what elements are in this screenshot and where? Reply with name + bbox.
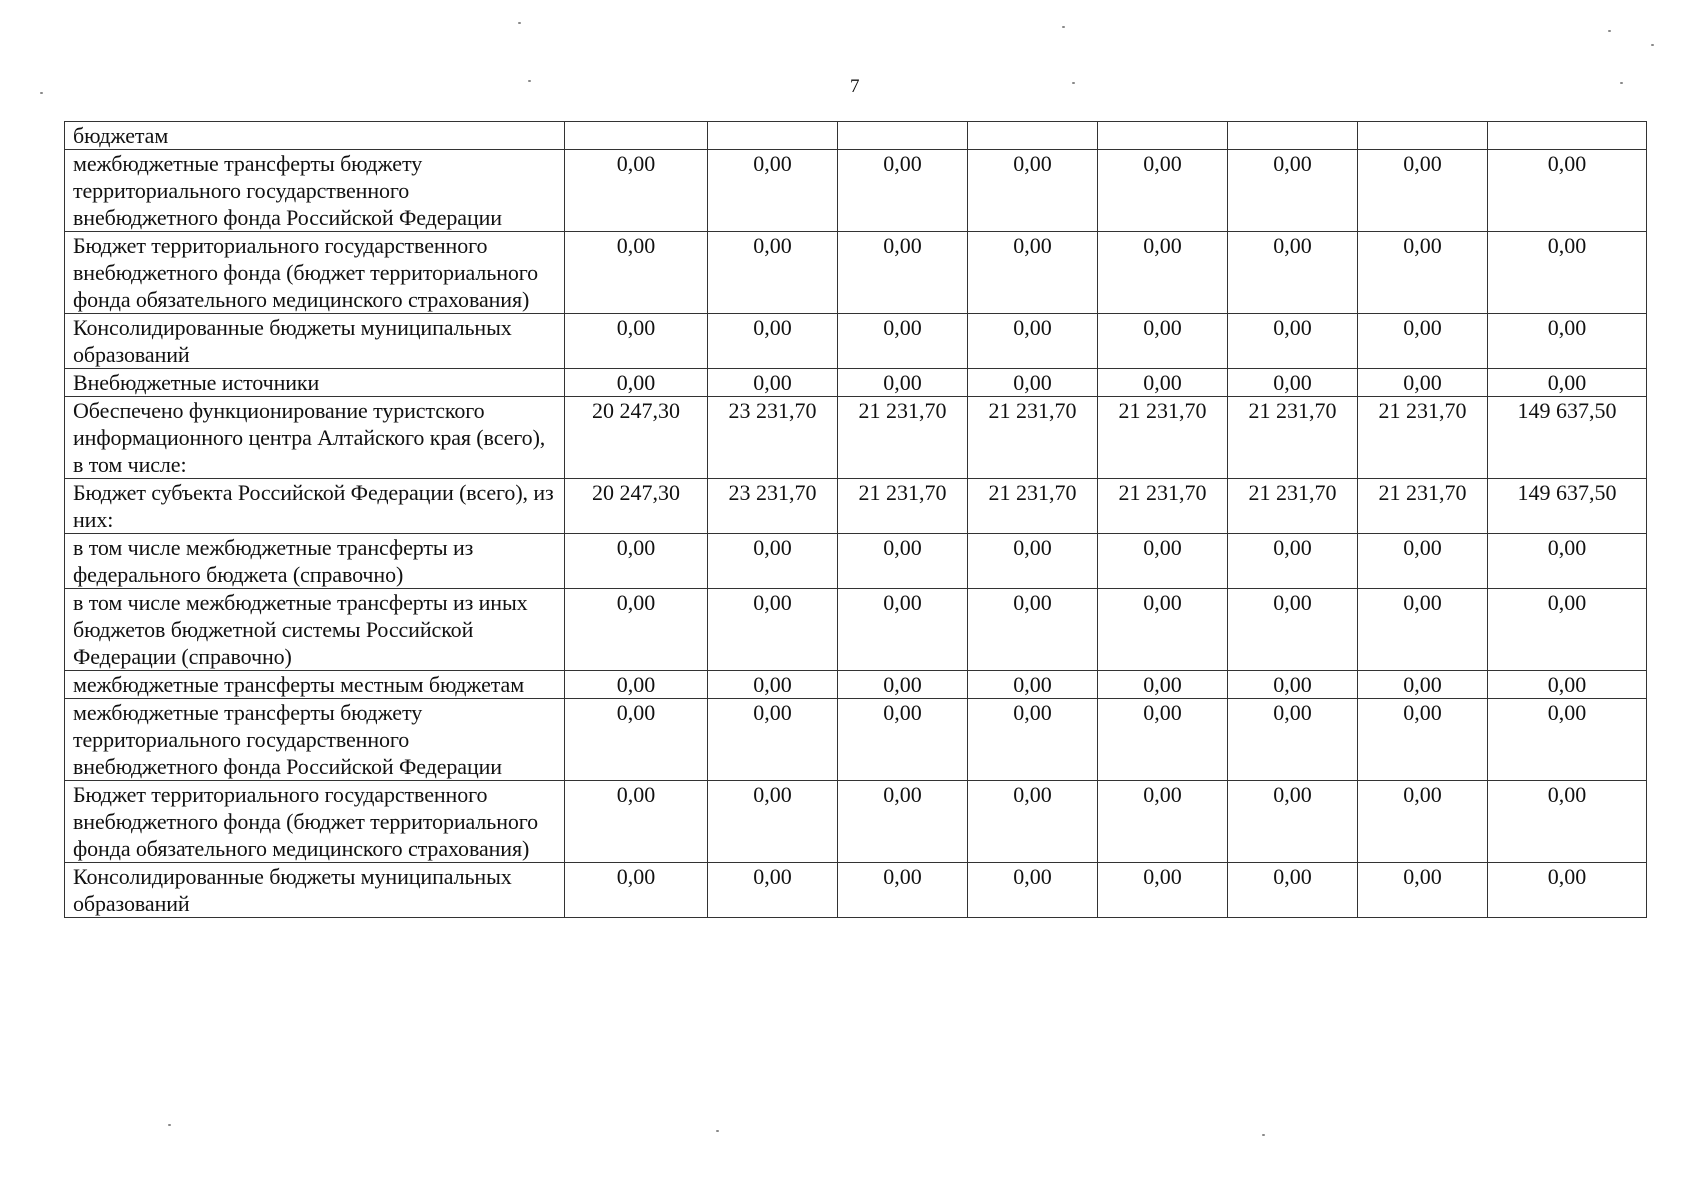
table-row [65, 150, 1647, 232]
value-cell: 0,00 [968, 369, 1098, 397]
value-cell: 20 247,30 [565, 397, 708, 479]
value-cell [968, 122, 1098, 150]
value-cell: 0,00 [708, 314, 838, 369]
value-cell: 0,00 [708, 534, 838, 589]
value-cell: 0,00 [1098, 369, 1228, 397]
value-cell: 0,00 [1358, 232, 1488, 314]
value-cell: 21 231,70 [968, 397, 1098, 479]
value-cell: 0,00 [565, 150, 708, 232]
row-label: Бюджет субъекта Российской Федерации (всего), из них: [65, 479, 565, 534]
row-label: в том числе межбюджетные трансферты из федерального бюджета (справочно) [65, 534, 565, 589]
scan-speck [1062, 26, 1065, 28]
value-cell: 21 231,70 [1358, 397, 1488, 479]
value-cell: 0,00 [1098, 699, 1228, 781]
value-cell: 21 231,70 [838, 479, 968, 534]
value-cell: 0,00 [838, 863, 968, 918]
row-label: межбюджетные трансферты бюджету территориального государственного внебюджетного фонда Российской Федерации [65, 150, 565, 232]
value-cell [1358, 122, 1488, 150]
value-cell [1488, 122, 1647, 150]
scan-speck [1608, 30, 1611, 32]
value-cell: 0,00 [1358, 314, 1488, 369]
value-cell: 0,00 [968, 699, 1098, 781]
value-cell: 0,00 [838, 671, 968, 699]
value-cell: 0,00 [968, 232, 1098, 314]
value-cell [1228, 122, 1358, 150]
value-cell: 0,00 [968, 863, 1098, 918]
value-cell: 0,00 [838, 534, 968, 589]
row-label: Внебюджетные источники [65, 369, 565, 397]
value-cell: 0,00 [708, 863, 838, 918]
value-cell: 21 231,70 [1228, 479, 1358, 534]
table-row [65, 369, 1647, 397]
value-cell: 0,00 [838, 369, 968, 397]
value-cell: 21 231,70 [968, 479, 1098, 534]
value-cell: 149 637,50 [1488, 397, 1647, 479]
value-cell: 23 231,70 [708, 397, 838, 479]
value-cell: 0,00 [1358, 534, 1488, 589]
table-row [65, 671, 1647, 699]
scan-speck [528, 80, 531, 82]
value-cell: 0,00 [1358, 781, 1488, 863]
value-cell: 0,00 [838, 699, 968, 781]
budget-table [64, 121, 1647, 918]
table-row [65, 589, 1647, 671]
value-cell: 20 247,30 [565, 479, 708, 534]
value-cell [708, 122, 838, 150]
value-cell: 0,00 [565, 589, 708, 671]
value-cell: 0,00 [1228, 534, 1358, 589]
scan-speck [1651, 44, 1654, 46]
value-cell: 0,00 [565, 314, 708, 369]
value-cell: 0,00 [1098, 150, 1228, 232]
value-cell: 0,00 [1228, 671, 1358, 699]
table-row [65, 397, 1647, 479]
value-cell: 0,00 [565, 232, 708, 314]
value-cell: 0,00 [1488, 232, 1647, 314]
value-cell: 0,00 [968, 314, 1098, 369]
row-label: Консолидированные бюджеты муниципальных образований [65, 863, 565, 918]
value-cell: 0,00 [565, 369, 708, 397]
value-cell: 0,00 [1358, 369, 1488, 397]
scan-speck [518, 22, 521, 24]
value-cell: 0,00 [1228, 699, 1358, 781]
value-cell: 0,00 [708, 699, 838, 781]
value-cell: 0,00 [1488, 534, 1647, 589]
value-cell: 0,00 [968, 589, 1098, 671]
row-label: Консолидированные бюджеты муниципальных образований [65, 314, 565, 369]
value-cell: 0,00 [708, 589, 838, 671]
value-cell: 0,00 [1098, 589, 1228, 671]
scan-speck [1620, 82, 1623, 84]
value-cell: 0,00 [838, 150, 968, 232]
value-cell: 0,00 [1488, 863, 1647, 918]
value-cell: 0,00 [708, 369, 838, 397]
value-cell: 0,00 [565, 671, 708, 699]
value-cell: 0,00 [1098, 534, 1228, 589]
value-cell: 0,00 [1488, 150, 1647, 232]
row-label: Обеспечено функционирование туристского информационного центра Алтайского края (всего), в том числе: [65, 397, 565, 479]
value-cell: 0,00 [968, 150, 1098, 232]
value-cell: 0,00 [1228, 232, 1358, 314]
table-row [65, 699, 1647, 781]
table-row [65, 232, 1647, 314]
row-label: межбюджетные трансферты местным бюджетам [65, 671, 565, 699]
value-cell: 0,00 [1488, 699, 1647, 781]
scan-speck [1262, 1134, 1265, 1136]
value-cell: 0,00 [1358, 589, 1488, 671]
value-cell: 0,00 [968, 534, 1098, 589]
row-label: Бюджет территориального государственного внебюджетного фонда (бюджет территориального фонда обязательного медицинского страхования) [65, 232, 565, 314]
value-cell: 0,00 [968, 781, 1098, 863]
scan-speck [40, 92, 43, 94]
value-cell: 0,00 [1098, 781, 1228, 863]
value-cell: 0,00 [1098, 863, 1228, 918]
value-cell: 0,00 [1358, 150, 1488, 232]
value-cell: 21 231,70 [838, 397, 968, 479]
row-label: межбюджетные трансферты бюджету территориального государственного внебюджетного фонда Российской Федерации [65, 699, 565, 781]
value-cell: 0,00 [968, 671, 1098, 699]
value-cell: 0,00 [1488, 369, 1647, 397]
value-cell: 0,00 [565, 699, 708, 781]
value-cell: 0,00 [1228, 781, 1358, 863]
value-cell: 0,00 [565, 534, 708, 589]
value-cell: 0,00 [1358, 863, 1488, 918]
value-cell: 0,00 [1228, 369, 1358, 397]
value-cell: 0,00 [1228, 150, 1358, 232]
value-cell: 0,00 [1228, 863, 1358, 918]
value-cell: 0,00 [1358, 671, 1488, 699]
value-cell: 0,00 [708, 671, 838, 699]
value-cell: 23 231,70 [708, 479, 838, 534]
value-cell: 0,00 [1488, 589, 1647, 671]
table-row [65, 863, 1647, 918]
value-cell: 0,00 [838, 589, 968, 671]
value-cell: 0,00 [1228, 589, 1358, 671]
value-cell: 21 231,70 [1228, 397, 1358, 479]
value-cell: 21 231,70 [1098, 479, 1228, 534]
value-cell: 0,00 [838, 781, 968, 863]
value-cell: 0,00 [838, 314, 968, 369]
value-cell: 0,00 [565, 781, 708, 863]
row-label: бюджетам [65, 122, 565, 150]
value-cell: 0,00 [1488, 781, 1647, 863]
value-cell: 149 637,50 [1488, 479, 1647, 534]
value-cell: 0,00 [1098, 671, 1228, 699]
value-cell [1098, 122, 1228, 150]
table-row [65, 479, 1647, 534]
value-cell: 0,00 [1488, 671, 1647, 699]
scan-speck [1072, 82, 1075, 84]
value-cell: 0,00 [708, 150, 838, 232]
value-cell: 0,00 [838, 232, 968, 314]
row-label: Бюджет территориального государственного внебюджетного фонда (бюджет территориального фонда обязательного медицинского страхования) [65, 781, 565, 863]
value-cell: 21 231,70 [1358, 479, 1488, 534]
value-cell: 0,00 [565, 863, 708, 918]
value-cell: 0,00 [1098, 314, 1228, 369]
row-label: в том числе межбюджетные трансферты из иных бюджетов бюджетной системы Российской Федерации (справочно) [65, 589, 565, 671]
value-cell: 0,00 [708, 232, 838, 314]
value-cell: 0,00 [1358, 699, 1488, 781]
table-row [65, 781, 1647, 863]
scan-speck [716, 1130, 719, 1132]
scan-speck [168, 1124, 171, 1126]
budget-table-body [65, 122, 1647, 918]
value-cell: 21 231,70 [1098, 397, 1228, 479]
table-row [65, 122, 1647, 150]
value-cell [838, 122, 968, 150]
value-cell: 0,00 [1488, 314, 1647, 369]
value-cell: 0,00 [1098, 232, 1228, 314]
value-cell: 0,00 [1228, 314, 1358, 369]
value-cell [565, 122, 708, 150]
page-number-text: 7 [850, 76, 860, 97]
table-row [65, 314, 1647, 369]
table-row [65, 534, 1647, 589]
value-cell: 0,00 [708, 781, 838, 863]
